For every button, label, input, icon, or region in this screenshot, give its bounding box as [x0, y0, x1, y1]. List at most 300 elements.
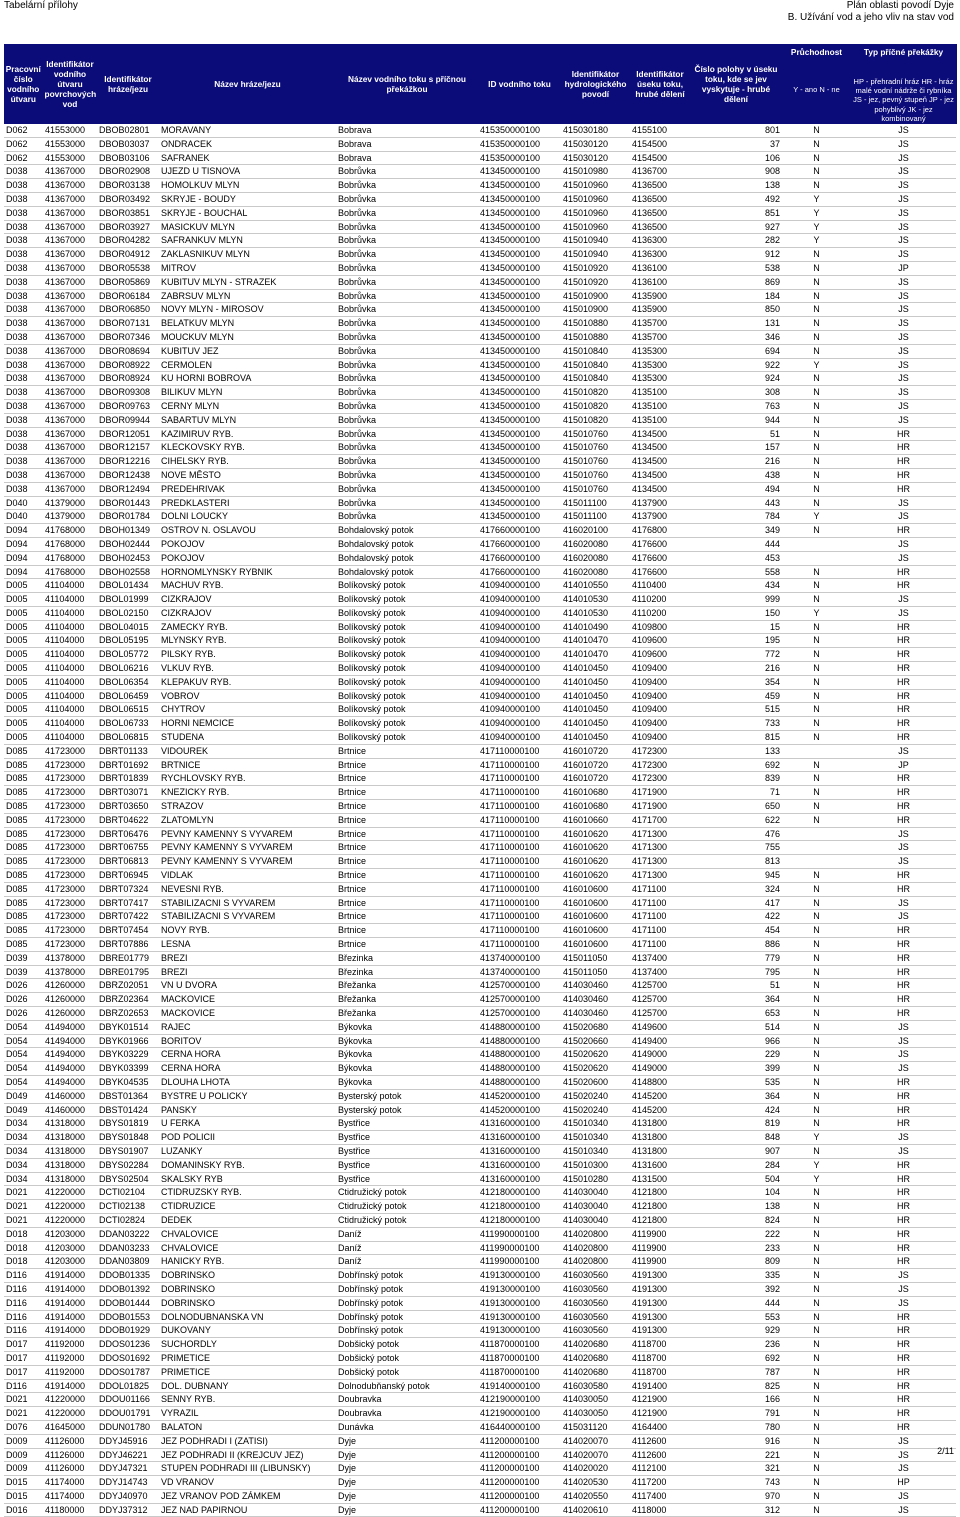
cell-water-body-id: 41104000 [43, 731, 97, 745]
cell-section-id: 4136100 [630, 275, 690, 289]
cell-position: 886 [690, 938, 782, 952]
cell-barrier-type: JS [851, 248, 956, 262]
cell-section-id: 4171100 [630, 882, 690, 896]
cell-water-body-id: 41203000 [43, 1227, 97, 1241]
cell-section-id: 4171100 [630, 938, 690, 952]
cell-barrier-id: DBOR04282 [97, 234, 159, 248]
cell-barrier-id: DBOR03927 [97, 220, 159, 234]
cell-catchment-id: 414030460 [561, 979, 630, 993]
cell-barrier-type: HR [851, 1241, 956, 1255]
cell-water-body-id: 41367000 [43, 234, 97, 248]
cell-barrier-type: JP [851, 261, 956, 275]
cell-river-id: 411990000100 [478, 1241, 561, 1255]
cell-position: 791 [690, 1407, 782, 1421]
cell-section-id: 4145200 [630, 1089, 690, 1103]
cell-barrier-name: ZABRSUV MLYN [159, 289, 336, 303]
cell-catchment-id: 415010880 [561, 330, 630, 344]
cell-barrier-type: JS [851, 551, 956, 565]
cell-river-id: 413450000100 [478, 261, 561, 275]
cell-catchment-id: 415010880 [561, 317, 630, 331]
cell-river-name: Brtnice [336, 896, 478, 910]
cell-position: 553 [690, 1310, 782, 1324]
cell-barrier-type: HR [851, 1351, 956, 1365]
cell-river-name: Bobrůvka [336, 275, 478, 289]
cell-water-body-number: D038 [4, 303, 43, 317]
cell-water-body-id: 41318000 [43, 1131, 97, 1145]
cell-river-id: 410940000100 [478, 675, 561, 689]
barriers-table [4, 44, 957, 1517]
cell-river-name: Dyje [336, 1448, 478, 1462]
cell-barrier-id: DDAN03809 [97, 1255, 159, 1269]
cell-water-body-number: D085 [4, 800, 43, 814]
cell-water-body-id: 41494000 [43, 1034, 97, 1048]
table-row [4, 965, 956, 979]
cell-barrier-name: CTIDRUZSKY RYB. [159, 1186, 336, 1200]
cell-water-body-number: D018 [4, 1255, 43, 1269]
cell-passability: N [782, 1476, 851, 1490]
cell-river-name: Brtnice [336, 924, 478, 938]
cell-barrier-id: DBYK04535 [97, 1075, 159, 1089]
cell-river-id: 417110000100 [478, 827, 561, 841]
cell-river-name: Břežanka [336, 1007, 478, 1021]
cell-position: 422 [690, 910, 782, 924]
cell-position: 51 [690, 979, 782, 993]
cell-passability: N [782, 675, 851, 689]
cell-position: 970 [690, 1489, 782, 1503]
cell-river-name: Ctidružický potok [336, 1200, 478, 1214]
cell-water-body-number: D038 [4, 358, 43, 372]
cell-water-body-id: 41220000 [43, 1407, 97, 1421]
cell-river-name: Brtnice [336, 882, 478, 896]
cell-river-id: 413450000100 [478, 413, 561, 427]
cell-barrier-name: CIZKRAJOV [159, 593, 336, 607]
cell-barrier-name: KUBITUV MLYN - STRAZEK [159, 275, 336, 289]
cell-river-id: 417110000100 [478, 882, 561, 896]
cell-river-name: Brtnice [336, 744, 478, 758]
cell-water-body-id: 41367000 [43, 261, 97, 275]
cell-river-id: 413450000100 [478, 468, 561, 482]
cell-barrier-name: VN U DVORA [159, 979, 336, 993]
cell-water-body-number: D116 [4, 1269, 43, 1283]
cell-position: 755 [690, 841, 782, 855]
cell-river-name: Brtnice [336, 813, 478, 827]
cell-river-id: 411990000100 [478, 1227, 561, 1241]
cell-section-id: 4112600 [630, 1448, 690, 1462]
cell-barrier-id: DBOL04015 [97, 620, 159, 634]
cell-river-name: Dyje [336, 1489, 478, 1503]
cell-section-id: 4131800 [630, 1131, 690, 1145]
cell-position: 284 [690, 1158, 782, 1172]
cell-catchment-id: 415010760 [561, 441, 630, 455]
table-row [4, 648, 956, 662]
cell-water-body-number: D005 [4, 703, 43, 717]
cell-barrier-name: CERNY MLYN [159, 399, 336, 413]
cell-passability: N [782, 993, 851, 1007]
cell-barrier-name: HANICKY RYB. [159, 1255, 336, 1269]
cell-catchment-id: 415020680 [561, 1020, 630, 1034]
cell-section-id: 4191300 [630, 1282, 690, 1296]
cell-position: 779 [690, 951, 782, 965]
cell-catchment-id: 416020080 [561, 565, 630, 579]
cell-position: 848 [690, 1131, 782, 1145]
cell-river-id: 414880000100 [478, 1075, 561, 1089]
cell-barrier-type: HR [851, 455, 956, 469]
cell-section-id: 4119900 [630, 1227, 690, 1241]
cell-river-name: Bobrava [336, 151, 478, 165]
cell-barrier-type: JS [851, 344, 956, 358]
cell-position: 106 [690, 151, 782, 165]
cell-barrier-id: DBOR08694 [97, 344, 159, 358]
cell-catchment-id: 414030050 [561, 1393, 630, 1407]
table-row [4, 620, 956, 634]
cell-position: 824 [690, 1213, 782, 1227]
cell-barrier-id: DBOR05538 [97, 261, 159, 275]
cell-position: 763 [690, 399, 782, 413]
cell-catchment-id: 415020600 [561, 1075, 630, 1089]
cell-barrier-id: DBYK03229 [97, 1048, 159, 1062]
cell-passability: N [782, 261, 851, 275]
cell-barrier-id: DBRT07417 [97, 896, 159, 910]
cell-position: 922 [690, 358, 782, 372]
cell-barrier-id: DBOR06184 [97, 289, 159, 303]
cell-section-id: 4145200 [630, 1103, 690, 1117]
cell-position: 399 [690, 1062, 782, 1076]
cell-river-id: 410940000100 [478, 634, 561, 648]
cell-barrier-type: JS [851, 1048, 956, 1062]
cell-catchment-id: 415010940 [561, 234, 630, 248]
table-row [4, 1407, 956, 1421]
cell-catchment-id: 415010280 [561, 1172, 630, 1186]
cell-water-body-number: D034 [4, 1144, 43, 1158]
cell-passability: Y [782, 1172, 851, 1186]
cell-river-id: 413160000100 [478, 1131, 561, 1145]
cell-catchment-id: 415011050 [561, 965, 630, 979]
cell-water-body-id: 41723000 [43, 938, 97, 952]
cell-barrier-name: LESNA [159, 938, 336, 952]
cell-barrier-type: HR [851, 620, 956, 634]
cell-river-name: Dyje [336, 1462, 478, 1476]
cell-catchment-id: 414020070 [561, 1434, 630, 1448]
cell-section-id: 4155100 [630, 124, 690, 137]
cell-barrier-name: BILIKUV MLYN [159, 386, 336, 400]
cell-passability [782, 551, 851, 565]
cell-water-body-number: D005 [4, 606, 43, 620]
cell-water-body-id: 41104000 [43, 675, 97, 689]
cell-section-id: 4171300 [630, 869, 690, 883]
cell-passability: N [782, 524, 851, 538]
cell-river-name: Bystřice [336, 1131, 478, 1145]
cell-water-body-id: 41104000 [43, 648, 97, 662]
cell-river-name: Bobrůvka [336, 510, 478, 524]
table-row [4, 786, 956, 800]
cell-passability: N [782, 579, 851, 593]
cell-position: 514 [690, 1020, 782, 1034]
table-row [4, 372, 956, 386]
col-header-river-name: Název vodního toku s příčnou překážkou [336, 44, 478, 124]
cell-river-id: 410940000100 [478, 689, 561, 703]
cell-barrier-type: HR [851, 882, 956, 896]
cell-river-id: 413450000100 [478, 179, 561, 193]
cell-water-body-id: 41367000 [43, 372, 97, 386]
cell-barrier-name: CERNA HORA [159, 1062, 336, 1076]
cell-barrier-type: JS [851, 386, 956, 400]
cell-river-name: Dyje [336, 1476, 478, 1490]
cell-water-body-id: 41768000 [43, 537, 97, 551]
table-row [4, 261, 956, 275]
cell-water-body-id: 41723000 [43, 772, 97, 786]
cell-barrier-id: DBOL01999 [97, 593, 159, 607]
cell-water-body-number: D034 [4, 1158, 43, 1172]
cell-position: 138 [690, 1200, 782, 1214]
cell-river-name: Býkovka [336, 1034, 478, 1048]
table-row [4, 1476, 956, 1490]
cell-water-body-number: D034 [4, 1172, 43, 1186]
cell-water-body-number: D038 [4, 482, 43, 496]
cell-catchment-id: 416010600 [561, 910, 630, 924]
cell-position: 504 [690, 1172, 782, 1186]
cell-section-id: 4135100 [630, 399, 690, 413]
cell-barrier-id: DBOR03138 [97, 179, 159, 193]
cell-water-body-number: D085 [4, 924, 43, 938]
cell-barrier-type: HR [851, 1213, 956, 1227]
cell-section-id: 4176800 [630, 524, 690, 538]
table-row [4, 993, 956, 1007]
cell-water-body-id: 41104000 [43, 620, 97, 634]
cell-water-body-number: D016 [4, 1503, 43, 1517]
cell-barrier-type: HR [851, 1338, 956, 1352]
cell-river-name: Břežanka [336, 979, 478, 993]
cell-water-body-number: D015 [4, 1489, 43, 1503]
cell-river-name: Bolíkovský potok [336, 689, 478, 703]
cell-barrier-name: OSTROV N. OSLAVOU [159, 524, 336, 538]
cell-passability: N [782, 965, 851, 979]
cell-barrier-name: CHVALOVICE [159, 1227, 336, 1241]
cell-catchment-id: 416010680 [561, 786, 630, 800]
chapter-title: B. Užívání vod a jeho vliv na stav vod [787, 12, 954, 23]
passability-legend: Y - ano N - ne [793, 85, 840, 95]
cell-river-id: 412180000100 [478, 1186, 561, 1200]
cell-passability: N [782, 938, 851, 952]
cell-river-id: 415350000100 [478, 151, 561, 165]
cell-water-body-id: 41203000 [43, 1255, 97, 1269]
cell-water-body-id: 41220000 [43, 1200, 97, 1214]
cell-barrier-type: HR [851, 1393, 956, 1407]
cell-position: 819 [690, 1117, 782, 1131]
cell-barrier-id: DDOU01791 [97, 1407, 159, 1421]
cell-water-body-id: 41914000 [43, 1269, 97, 1283]
cell-barrier-type: HR [851, 1255, 956, 1269]
cell-barrier-id: DDOS01692 [97, 1351, 159, 1365]
cell-river-name: Býkovka [336, 1020, 478, 1034]
cell-section-id: 4135300 [630, 358, 690, 372]
cell-position: 558 [690, 565, 782, 579]
cell-position: 743 [690, 1476, 782, 1490]
cell-catchment-id: 414020680 [561, 1365, 630, 1379]
cell-water-body-number: D038 [4, 179, 43, 193]
cell-catchment-id: 416010620 [561, 827, 630, 841]
cell-barrier-id: DBOR01443 [97, 496, 159, 510]
cell-water-body-number: D094 [4, 565, 43, 579]
cell-water-body-id: 41367000 [43, 413, 97, 427]
cell-water-body-number: D005 [4, 634, 43, 648]
table-row [4, 717, 956, 731]
cell-river-name: Bohdalovský potok [336, 524, 478, 538]
cell-barrier-name: PEVNY KAMENNY S VYVAREM [159, 841, 336, 855]
cell-barrier-type: HR [851, 1379, 956, 1393]
cell-water-body-number: D005 [4, 648, 43, 662]
cell-river-name: Bohdalovský potok [336, 537, 478, 551]
cell-water-body-number: D038 [4, 165, 43, 179]
cell-river-name: Bobrůvka [336, 234, 478, 248]
cell-barrier-id: DBST01424 [97, 1103, 159, 1117]
cell-barrier-id: DBRT07454 [97, 924, 159, 938]
cell-barrier-id: DBRE01795 [97, 965, 159, 979]
cell-water-body-number: D005 [4, 689, 43, 703]
cell-river-name: Bobrůvka [336, 468, 478, 482]
cell-barrier-type: HR [851, 717, 956, 731]
cell-river-id: 412190000100 [478, 1407, 561, 1421]
cell-barrier-id: DBOR05869 [97, 275, 159, 289]
cell-catchment-id: 415030180 [561, 124, 630, 137]
cell-catchment-id: 415031120 [561, 1420, 630, 1434]
cell-section-id: 4136300 [630, 234, 690, 248]
cell-river-id: 410940000100 [478, 579, 561, 593]
cell-water-body-id: 41645000 [43, 1420, 97, 1434]
cell-barrier-name: KLECKOVSKY RYB. [159, 441, 336, 455]
cell-catchment-id: 414030050 [561, 1407, 630, 1421]
table-row [4, 1034, 956, 1048]
cell-section-id: 4134500 [630, 441, 690, 455]
cell-barrier-id: DBOL06216 [97, 662, 159, 676]
cell-water-body-number: D085 [4, 882, 43, 896]
cell-water-body-number: D021 [4, 1200, 43, 1214]
cell-barrier-name: BORITOV [159, 1034, 336, 1048]
cell-barrier-name: DOBRINSKO [159, 1282, 336, 1296]
cell-river-id: 412570000100 [478, 979, 561, 993]
cell-barrier-name: STUPEN PODHRADI III (LIBUNSKY) [159, 1462, 336, 1476]
table-row [4, 275, 956, 289]
cell-river-id: 413450000100 [478, 510, 561, 524]
cell-barrier-name: LUZANKY [159, 1144, 336, 1158]
cell-barrier-name: RYCHLOVSKY RYB. [159, 772, 336, 786]
cell-barrier-type: HR [851, 427, 956, 441]
cell-river-name: Bobrůvka [336, 248, 478, 262]
cell-catchment-id: 415010960 [561, 220, 630, 234]
cell-barrier-name: U FERKA [159, 1117, 336, 1131]
cell-water-body-number: D018 [4, 1241, 43, 1255]
cell-catchment-id: 415010900 [561, 303, 630, 317]
cell-catchment-id: 415010820 [561, 413, 630, 427]
cell-water-body-id: 41378000 [43, 965, 97, 979]
cell-passability: N [782, 786, 851, 800]
cell-river-name: Daníž [336, 1241, 478, 1255]
cell-river-id: 413450000100 [478, 289, 561, 303]
cell-water-body-number: D005 [4, 731, 43, 745]
cell-water-body-number: D026 [4, 1007, 43, 1021]
cell-river-name: Brtnice [336, 800, 478, 814]
cell-barrier-name: KLEPAKUV RYB. [159, 675, 336, 689]
cell-section-id: 4136500 [630, 206, 690, 220]
cell-river-name: Doubravka [336, 1393, 478, 1407]
table-row [4, 1282, 956, 1296]
cell-river-id: 417110000100 [478, 910, 561, 924]
cell-passability: N [782, 1020, 851, 1034]
cell-river-id: 410940000100 [478, 593, 561, 607]
cell-river-id: 410940000100 [478, 620, 561, 634]
cell-river-id: 417110000100 [478, 924, 561, 938]
cell-river-name: Bobrůvka [336, 179, 478, 193]
table-row [4, 303, 956, 317]
cell-barrier-id: DBOR12438 [97, 468, 159, 482]
cell-catchment-id: 415011050 [561, 951, 630, 965]
cell-barrier-id: DBOB03106 [97, 151, 159, 165]
table-row [4, 1351, 956, 1365]
cell-water-body-number: D038 [4, 220, 43, 234]
cell-water-body-number: D038 [4, 427, 43, 441]
cell-passability: N [782, 413, 851, 427]
cell-river-name: Bobrůvka [336, 206, 478, 220]
cell-barrier-id: DDYJ47321 [97, 1462, 159, 1476]
cell-water-body-number: D116 [4, 1296, 43, 1310]
cell-river-id: 410940000100 [478, 731, 561, 745]
table-row [4, 938, 956, 952]
cell-position: 349 [690, 524, 782, 538]
cell-section-id: 4154500 [630, 151, 690, 165]
table-row [4, 399, 956, 413]
cell-section-id: 4109400 [630, 703, 690, 717]
cell-section-id: 4176600 [630, 565, 690, 579]
cell-barrier-type: JS [851, 1503, 956, 1517]
table-row [4, 482, 956, 496]
header-row [4, 44, 956, 124]
table-row [4, 330, 956, 344]
cell-barrier-id: DBOR06850 [97, 303, 159, 317]
cell-water-body-id: 41104000 [43, 593, 97, 607]
cell-water-body-number: D062 [4, 137, 43, 151]
cell-catchment-id: 414020800 [561, 1255, 630, 1269]
cell-river-name: Dobšický potok [336, 1338, 478, 1352]
cell-river-id: 413450000100 [478, 441, 561, 455]
cell-catchment-id: 415010980 [561, 165, 630, 179]
cell-position: 924 [690, 372, 782, 386]
cell-catchment-id: 415010940 [561, 248, 630, 262]
cell-river-name: Bohdalovský potok [336, 565, 478, 579]
cell-barrier-type: HR [851, 565, 956, 579]
table-row [4, 151, 956, 165]
cell-barrier-type: JS [851, 841, 956, 855]
table-row [4, 1462, 956, 1476]
cell-catchment-id: 414020550 [561, 1489, 630, 1503]
cell-section-id: 4171900 [630, 800, 690, 814]
col-header-barrier-name: Název hráze/jezu [159, 44, 336, 124]
cell-barrier-id: DBOR12216 [97, 455, 159, 469]
cell-passability: N [782, 482, 851, 496]
cell-water-body-number: D062 [4, 124, 43, 137]
cell-barrier-id: DBRZ02051 [97, 979, 159, 993]
cell-position: 692 [690, 758, 782, 772]
cell-river-id: 413450000100 [478, 220, 561, 234]
cell-barrier-name: STABILIZACNI S VYVAREM [159, 896, 336, 910]
cell-position: 312 [690, 1503, 782, 1517]
cell-barrier-type: HR [851, 772, 956, 786]
cell-barrier-id: DDUN01780 [97, 1420, 159, 1434]
cell-position: 133 [690, 744, 782, 758]
cell-barrier-id: DBRT06945 [97, 869, 159, 883]
cell-river-name: Bysterský potok [336, 1103, 478, 1117]
cell-position: 444 [690, 1296, 782, 1310]
cell-river-name: Brtnice [336, 772, 478, 786]
cell-barrier-id: DBYS01907 [97, 1144, 159, 1158]
